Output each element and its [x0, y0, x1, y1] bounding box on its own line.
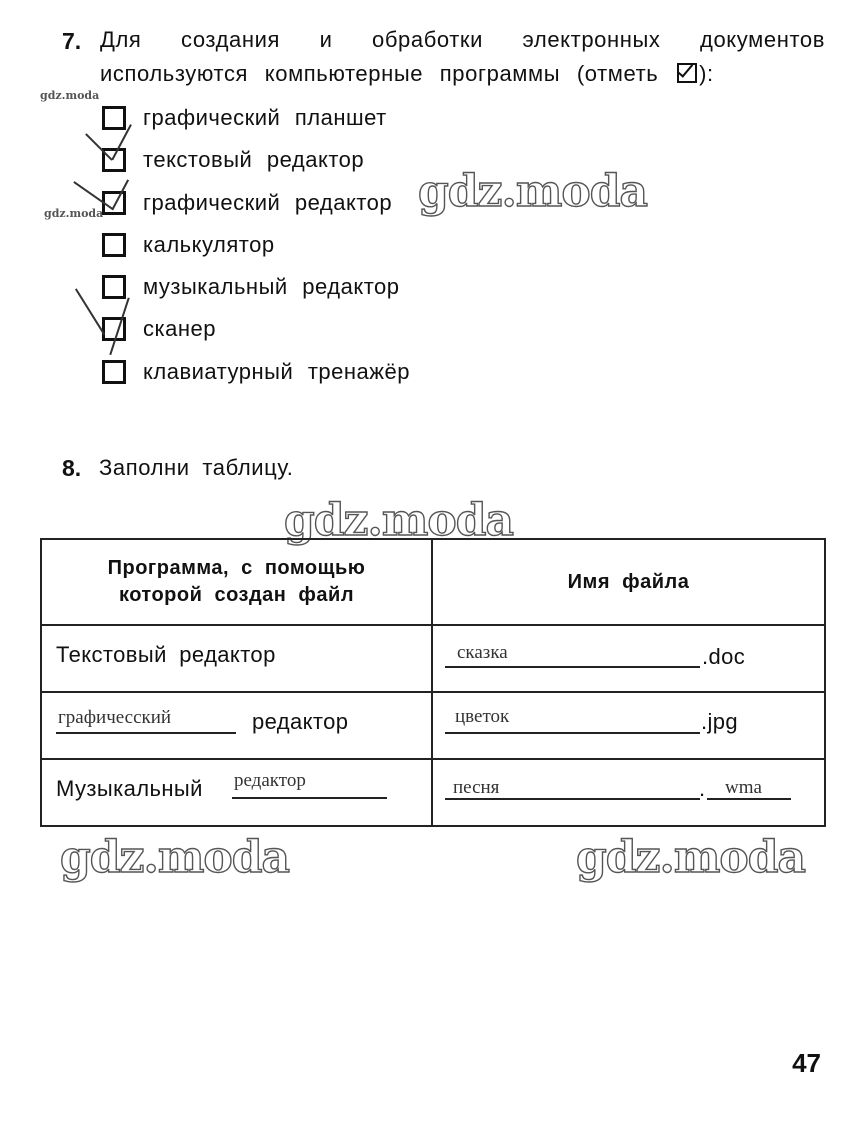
program-handwritten: графичесский	[58, 707, 172, 728]
small-watermark: gdz.moda	[44, 207, 104, 220]
checkbox[interactable]	[102, 233, 126, 257]
task-8-number: 8.	[62, 455, 82, 481]
answer-underline	[445, 732, 700, 734]
filename-handwritten: сказка	[457, 642, 508, 663]
filename-cell[interactable]	[432, 759, 825, 826]
fill-in-table	[40, 538, 826, 827]
task-7-question-line2-end: ):	[699, 61, 714, 86]
checkmark-icon	[677, 63, 697, 83]
table-header-row	[41, 539, 825, 625]
task-7-question-line2	[100, 61, 714, 87]
filename-handwritten: цветок	[455, 706, 510, 727]
option-label: графический планшет	[143, 105, 387, 130]
watermark: gdz.moda	[576, 832, 806, 883]
program-cell[interactable]	[41, 759, 432, 826]
filename-handwritten: песня	[453, 777, 500, 798]
table-row	[41, 625, 825, 692]
file-extension: .doc	[702, 644, 746, 669]
task-7-question-line2-text: используются компьютерные программы (отметь	[100, 61, 659, 86]
option-calculator[interactable]	[102, 232, 275, 258]
program-cell[interactable]	[41, 692, 432, 759]
option-text-editor[interactable]	[102, 147, 364, 173]
task-7-question-line1: Для создания и обработки электронных документов	[100, 27, 825, 52]
checkbox[interactable]	[102, 106, 126, 130]
page-number: 47	[792, 1048, 821, 1078]
checkbox[interactable]	[102, 275, 126, 299]
answer-underline	[232, 797, 387, 799]
option-label: сканер	[143, 316, 216, 341]
answer-underline	[445, 666, 700, 668]
answer-underline	[56, 732, 236, 734]
file-extension: .jpg	[701, 709, 739, 734]
option-graphic-editor[interactable]	[102, 190, 392, 216]
option-typing-trainer[interactable]	[102, 359, 410, 385]
option-label: клавиатурный тренажёр	[143, 359, 410, 384]
header-program-line1: Программа, с помощью	[107, 557, 366, 579]
table-row	[41, 692, 825, 759]
program-handwritten: редактор	[234, 770, 306, 791]
header-filename: Имя файла	[432, 539, 825, 625]
option-music-editor[interactable]	[102, 274, 400, 300]
checkbox[interactable]	[102, 360, 126, 384]
filename-cell[interactable]	[432, 625, 825, 692]
file-extension-dot: .	[699, 776, 706, 801]
program-cell[interactable]	[41, 625, 432, 692]
option-graphic-tablet[interactable]	[102, 105, 387, 131]
header-program-line2: которой создан файл	[118, 584, 355, 606]
table-row	[41, 759, 825, 826]
answer-underline	[707, 798, 791, 800]
watermark: gdz.moda	[418, 166, 648, 217]
small-watermark: gdz.moda	[40, 89, 100, 102]
handwritten-check-stroke	[75, 288, 105, 335]
program-printed: Текстовый редактор	[56, 642, 276, 667]
task-8-instruction: Заполни таблицу.	[99, 455, 294, 480]
option-label: музыкальный редактор	[143, 274, 400, 299]
filename-cell[interactable]	[432, 692, 825, 759]
header-program	[41, 539, 432, 625]
answer-underline	[445, 798, 700, 800]
option-label: графический редактор	[143, 190, 393, 215]
watermark: gdz.moda	[60, 832, 290, 883]
watermark: gdz.moda	[284, 495, 514, 546]
extension-handwritten: wma	[725, 777, 762, 798]
option-label: текстовый редактор	[143, 147, 365, 172]
task-7-number: 7.	[62, 28, 82, 54]
program-printed: редактор	[252, 709, 349, 734]
program-printed: Музыкальный	[56, 776, 203, 801]
option-label: калькулятор	[143, 232, 275, 257]
